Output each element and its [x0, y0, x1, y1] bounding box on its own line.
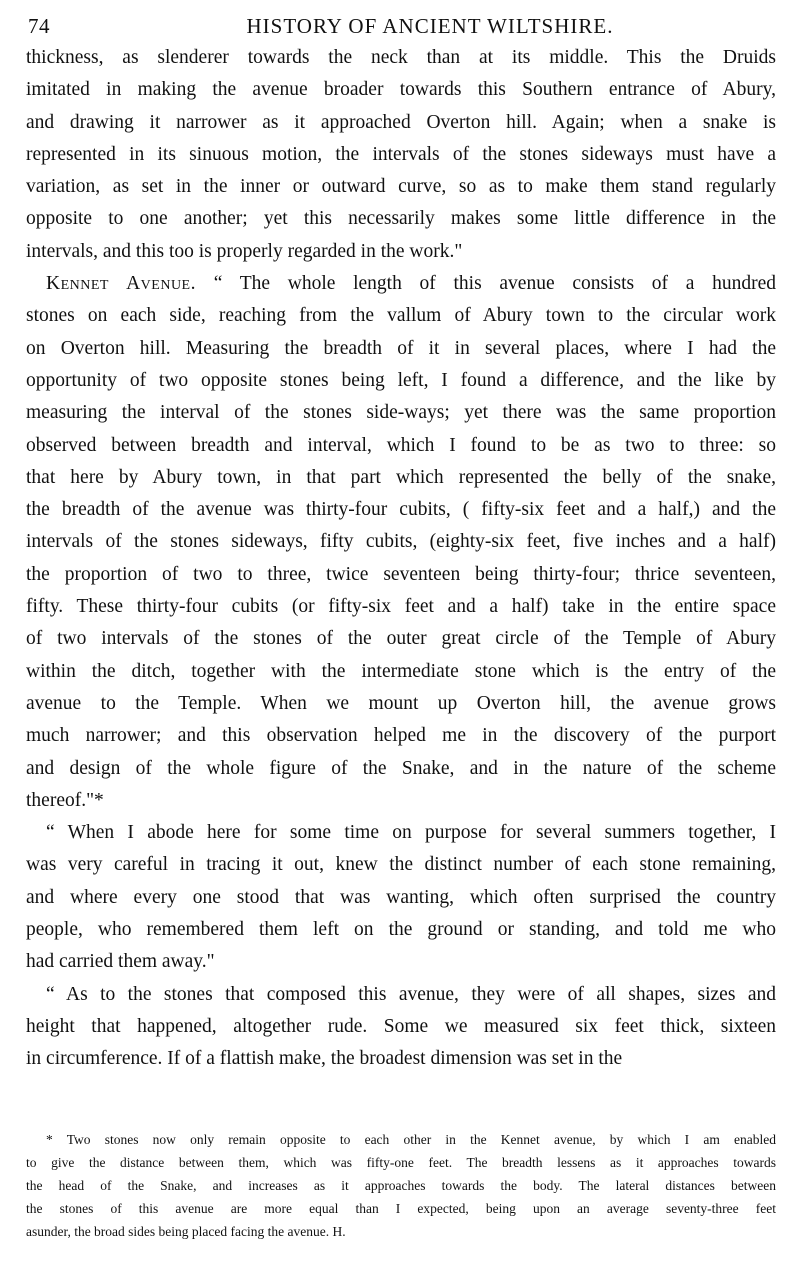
footnote-line: the stones of this avenue are more equal than I expected, being upon an average seventy-three feet	[26, 1201, 776, 1216]
text-line	[26, 430, 776, 462]
text-line-content: the proportion of two to three, twice seventeen being thirty-four; thrice seventeen,	[26, 563, 776, 585]
text-line	[26, 623, 776, 655]
text-line-content: was very careful in tracing it out, knew the distinct number of each stone remaining,	[26, 854, 776, 876]
text-line	[26, 494, 776, 526]
text-line-content: and where every one stood that was wanting, which often surprised the country	[26, 886, 776, 908]
text-line	[26, 1011, 776, 1043]
text-line-content: “ When I abode here for some time on purpose for several summers together, I	[46, 822, 776, 844]
text-line-content: observed between breadth and interval, which I found to be as two to three: so	[26, 434, 776, 456]
text-line-content: fifty. These thirty-four cubits (or fifty-six feet and a half) take in the entire space	[26, 596, 776, 618]
text-line	[26, 365, 776, 397]
text-line	[26, 1043, 776, 1075]
text-line-content: thereof."*	[26, 789, 104, 811]
text-line	[26, 397, 776, 429]
text-line-content: opportunity of two opposite stones being left, I found a difference, and the like by	[26, 369, 776, 391]
text-line	[26, 720, 776, 752]
page-number: 74	[28, 14, 50, 38]
text-line-content: and design of the whole figure of the Snake, and in the nature of the scheme	[26, 757, 776, 779]
text-line	[26, 107, 776, 139]
text-line-content: variation, as set in the inner or outward curve, so as to make them stand regularly	[26, 176, 776, 198]
text-line	[26, 817, 776, 849]
text-line	[26, 559, 776, 591]
text-line-content: represented in its sinuous motion, the intervals of the stones sideways must have a	[26, 143, 776, 165]
text-line	[26, 171, 776, 203]
text-line	[26, 914, 776, 946]
text-line-content: in circumference. If of a flattish make, the broadest dimension was set in the	[26, 1048, 623, 1070]
text-line-content: height that happened, altogether rude. Some we measured six feet thick, sixteen	[26, 1015, 776, 1037]
text-line	[26, 236, 776, 268]
text-line-content: thickness, as slenderer towards the neck than at its middle. This the Druids	[26, 47, 776, 68]
text-line-content: intervals, and this too is properly regarded in the work."	[26, 240, 463, 262]
text-line-content: “ As to the stones that composed this avenue, they were of all shapes, sizes and	[46, 983, 776, 1005]
text-line-content: and drawing it narrower as it approached Overton hill. Again; when a snake is	[26, 111, 776, 133]
text-line-content: the breadth of the avenue was thirty-four cubits, ( fifty-six feet and a half,) and the	[26, 499, 776, 521]
running-title: HISTORY OF ANCIENT WILTSHIRE.	[246, 14, 614, 38]
text-line	[26, 849, 776, 881]
footnote	[26, 1128, 776, 1243]
text-line	[26, 979, 776, 1011]
text-line	[26, 42, 776, 74]
text-line-content: measuring the interval of the stones side-ways; yet there was the same proportion	[26, 402, 776, 424]
text-line	[26, 785, 776, 817]
section-heading: Kennet Avenue.	[46, 273, 196, 295]
text-line	[26, 656, 776, 688]
text-line	[26, 74, 776, 106]
footnote-line: * Two stones now only remain opposite to each other in the Kennet avenue, by which I am enabled	[46, 1132, 776, 1147]
text-line-content: opposite to one another; yet this necessarily makes some little difference in the	[26, 208, 776, 230]
text-line	[26, 462, 776, 494]
text-line	[26, 300, 776, 332]
body-text	[26, 42, 776, 1076]
footnote-line: asunder, the broad sides being placed facing the avenue. H.	[26, 1224, 346, 1239]
text-line-content: of two intervals of the stones of the outer great circle of the Temple of Abury	[26, 628, 776, 650]
text-line	[26, 139, 776, 171]
text-line	[26, 753, 776, 785]
text-line-content: stones on each side, reaching from the vallum of Abury town to the circular work	[26, 305, 776, 327]
text-line-content: that here by Abury town, in that part which represented the belly of the snake,	[26, 466, 776, 488]
text-line	[26, 946, 776, 978]
text-line-content: intervals of the stones sideways, fifty cubits, (eighty-six feet, five inches and a half)	[26, 531, 776, 553]
text-line-content: “ The whole length of this avenue consists of a hundred	[213, 273, 777, 295]
text-line	[26, 591, 776, 623]
text-line	[26, 882, 776, 914]
text-line	[26, 688, 776, 720]
text-line	[26, 203, 776, 235]
text-line-content: within the ditch, together with the intermediate stone which is the entry of the	[26, 660, 776, 682]
text-line	[26, 333, 776, 365]
footnote-line: the head of the Snake, and increases as it approaches towards the body. The lateral distances between	[26, 1178, 776, 1193]
text-line-content: much narrower; and this observation helped me in the discovery of the purport	[26, 725, 776, 747]
footnote-line: to give the distance between them, which was fifty-one feet. The breadth lessens as it approaches towards	[26, 1155, 776, 1170]
text-line-content: on Overton hill. Measuring the breadth of it in several places, where I had the	[26, 337, 776, 359]
text-line	[26, 526, 776, 558]
text-line-content: imitated in making the avenue broader towards this Southern entrance of Abury,	[26, 79, 776, 101]
text-line	[26, 268, 776, 300]
text-line-content: had carried them away."	[26, 951, 215, 973]
text-line-content: avenue to the Temple. When we mount up Overton hill, the avenue grows	[26, 692, 776, 714]
text-line-content: people, who remembered them left on the ground or standing, and told me who	[26, 919, 776, 941]
